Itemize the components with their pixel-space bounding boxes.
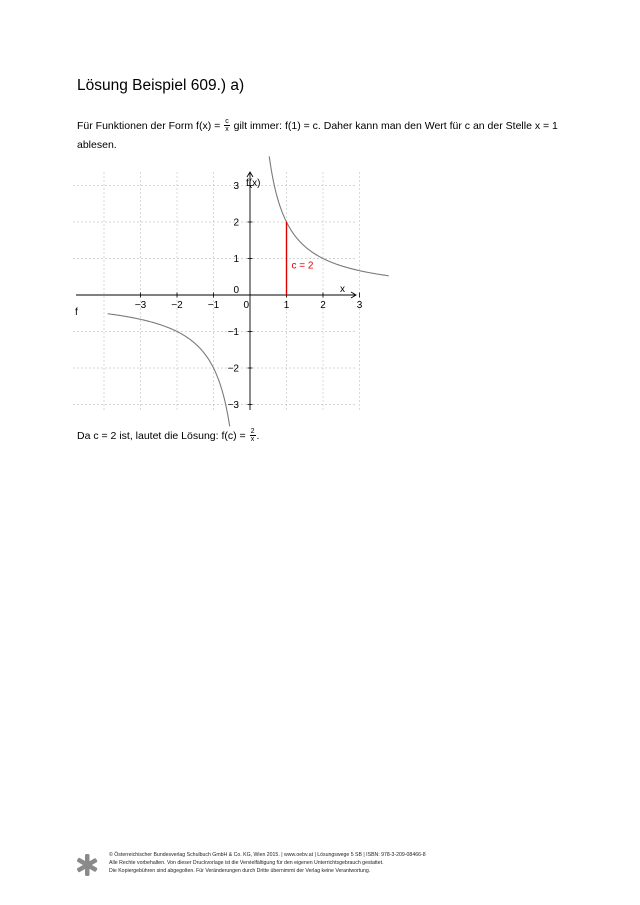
x-tick-label: 2	[320, 300, 326, 311]
page-footer	[75, 851, 595, 881]
x-tick-label: 0	[243, 300, 249, 311]
page-title: Lösung Beispiel 609.) a)	[77, 77, 245, 94]
footer-disclaimer: Die Kopiergebühren sind abgegolten. Für Veränderungen durch Dritte übernimmt der Verlag keine Verantwortung.	[109, 868, 371, 874]
two-over-x-fraction	[250, 428, 256, 443]
x-tick-label: −2	[171, 300, 183, 311]
intro-text-line2: ablesen.	[77, 139, 117, 151]
x-axis-label: x	[340, 284, 345, 295]
fraction-denominator: x	[250, 435, 255, 443]
x-tick-label: 3	[356, 300, 363, 311]
footer-copyright: © Österreichischer Bundesverlag Schulbuch GmbH & Co. KG, Wien 2015. | www.oebv.at | Lösungswege 5 SB | ISBN: 978-3-209-08466-8	[109, 852, 426, 858]
footer-rights: Alle Rechte vorbehalten. Von dieser Druckvorlage ist die Vervielfältigung für den eigenen Unterrichtsgebrauch gestattet.	[109, 860, 384, 866]
y-tick-label: −3	[227, 400, 239, 411]
y-tick-label: −1	[227, 327, 239, 338]
c-value-label: c = 2	[291, 260, 314, 272]
intro-paragraph	[77, 117, 577, 155]
fraction-numerator: 2	[250, 427, 255, 435]
fraction-numerator: c	[225, 117, 229, 125]
x-tick-label: −1	[207, 300, 220, 311]
conclusion-text-after: .	[256, 430, 260, 442]
footer-text	[109, 851, 426, 875]
conclusion-text-before: Da c = 2 ist, lautet die Lösung: f(c) =	[77, 430, 246, 442]
x-tick-label: −3	[134, 300, 147, 311]
y-tick-label: 3	[233, 181, 239, 192]
c-over-x-fraction	[224, 118, 230, 133]
y-axis-label: f(x)	[246, 178, 261, 189]
y-origin-label: 0	[233, 285, 239, 296]
y-tick-label: 1	[233, 254, 239, 265]
y-tick-label: 2	[233, 217, 239, 229]
curve-label: f	[75, 307, 78, 319]
conclusion-paragraph	[77, 427, 259, 446]
x-tick-label: 1	[283, 300, 290, 311]
oebv-star-logo-icon	[75, 853, 99, 877]
intro-text-before: Für Funktionen der Form f(x) =	[77, 120, 221, 132]
y-tick-label: −2	[227, 363, 239, 375]
curve-negative-branch	[108, 314, 230, 427]
fraction-denominator: x	[225, 125, 229, 133]
function-graph	[68, 170, 363, 415]
intro-text-after: gilt immer: f(1) = c. Daher kann man den Wert für c an der Stelle x = 1	[233, 120, 558, 132]
